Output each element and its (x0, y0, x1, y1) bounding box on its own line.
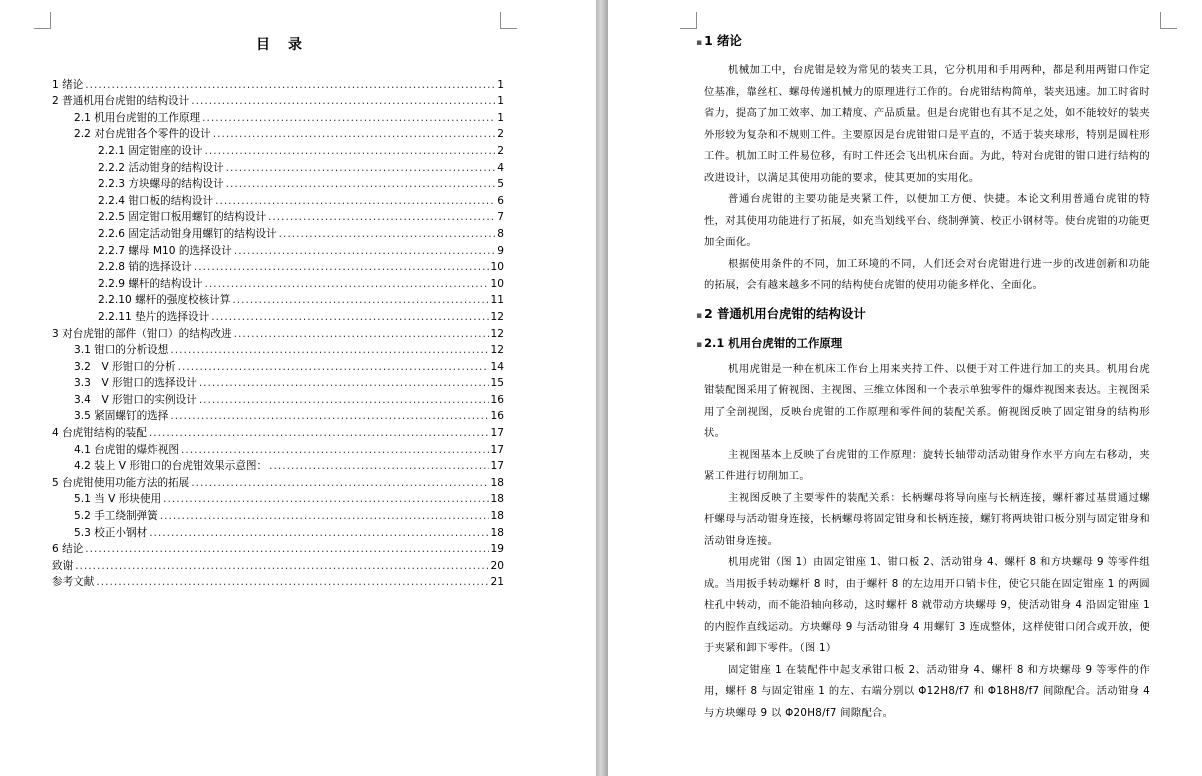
toc-leader-dots (199, 392, 489, 408)
toc-entry-title: 2.2.2 活动钳身的结构设计 (98, 161, 224, 174)
paragraph: 机械加工中，台虎钳是较为常见的装夹工具，它分机用和手用两种，都是利用两钳口作定位基准，靠丝杠、螺母传递机械力的原理进行工作的。台虎钳结构简单，装夹迅速。加工时省时省力，提高了加工效率、加工精度、产品质量。但是台虎钳也有其不足之处，如不能较好的装夹外形较为复杂和不规则工件。主要原因是台虎钳钳口是平直的，不适于装夹球形，特别是圆柱形工件。机加工时工件易位移，有时工件还会飞出机床台面。为此，特对台虎钳的钳口进行结构的改进设计，以满足其使用功能的要求，使其更加的实用化。 (704, 64, 1150, 184)
toc-leader-dots (194, 259, 489, 275)
toc-leader-dots (85, 541, 488, 557)
toc-entry[interactable] (52, 391, 504, 408)
toc-leader-dots (181, 442, 489, 458)
toc-leader-dots (96, 574, 488, 590)
toc-entry-title: 2.2.11 垫片的选择设计 (98, 310, 210, 323)
toc-entry-title: 2.2.1 固定钳座的设计 (98, 144, 203, 157)
toc-entry-page: 18 (490, 510, 504, 523)
toc-entry-title: 致谢 (52, 559, 74, 572)
toc-entry-page: 9 (497, 244, 504, 257)
toc-entry[interactable] (52, 507, 504, 524)
toc-entry-page: 12 (490, 327, 504, 340)
toc-leader-dots (211, 309, 488, 325)
toc-entry[interactable] (52, 574, 504, 591)
paragraph: 机用虎钳（图 1）由固定钳座 1、钳口板 2、活动钳身 4、螺杆 8 和方块螺母 9 等零件组成。当用扳手转动螺杆 8 时，由于螺杆 8 的左边用开口销卡住，使它只能在固定钳座 1 的两圆柱孔中转动，而不能沿轴向移动，这时螺杆 8 就带动方块螺母 9，使活动钳身 4 沿固定钳座 1 的内腔作直线运动。方块螺母 9 与活动钳身 4 用螺钉 3 连成整体，这样使钳口闭合或开放，便于夹紧和卸下零件。（图 1） (704, 556, 1150, 654)
toc-leader-dots (202, 110, 495, 126)
bullet-icon: ▪ (696, 38, 703, 48)
toc-entry[interactable] (52, 541, 504, 558)
toc-leader-dots (215, 193, 495, 209)
toc-entry[interactable] (52, 441, 504, 458)
toc-entry-title: 2.2.8 销的选择设计 (98, 261, 192, 274)
toc-entry[interactable] (52, 93, 504, 110)
toc-entry-title: 5.2 手工绕制弹簧 (74, 510, 158, 523)
toc-entry[interactable] (52, 159, 504, 176)
toc-leader-dots (170, 342, 488, 358)
paragraph: 主视图反映了主要零件的装配关系：长柄螺母将导向座与长柄连接，螺杆審过基贯通过螺杆螺母与活动钳身连接，长柄螺母将固定钳身和长柄连接，螺钉将两块钳口板分别与固定钳身和活动钳身连接。 (704, 491, 1150, 547)
toc-entry[interactable] (52, 358, 504, 375)
toc-entry-title: 2.2.5 固定钳口板用螺钉的结构设计 (98, 211, 267, 224)
toc-entry-title: 3.4 V 形钳口的实例设计 (74, 393, 197, 406)
toc-leader-dots (160, 508, 489, 524)
toc-entry-page: 12 (490, 344, 504, 357)
toc-entry-title: 3.1 钳口的分析设想 (74, 344, 169, 357)
toc-entry-title: 2.2 对台虎钳各个零件的设计 (74, 128, 211, 141)
toc-entry-title: 参考文献 (52, 576, 95, 589)
toc-entry-page: 2 (497, 128, 504, 141)
toc-entry-page: 18 (490, 493, 504, 506)
toc-entry-page: 11 (490, 294, 504, 307)
heading-intro-text: 1 绪论 (704, 33, 742, 48)
toc-entry-title: 2.1 机用台虎钳的工作原理 (74, 111, 201, 124)
toc-entry-title: 6 结论 (52, 543, 84, 556)
toc-entry[interactable] (52, 524, 504, 541)
toc-entry-title: 2.2.3 方块螺母的结构设计 (98, 178, 224, 191)
toc-entry-page: 20 (490, 559, 504, 572)
bullet-icon: ▪ (696, 339, 703, 350)
toc-entry-page: 12 (490, 310, 504, 323)
toc-entry-page: 7 (497, 211, 504, 224)
toc-leader-dots (213, 126, 496, 142)
toc-entry-title: 2.2.7 螺母 M10 的选择设计 (98, 244, 232, 257)
toc-entry-page: 16 (490, 393, 504, 406)
toc-entry[interactable] (52, 259, 504, 276)
toc-leader-dots (226, 176, 496, 192)
toc-leader-dots (234, 243, 495, 259)
toc-leader-dots (204, 276, 488, 292)
toc-entry-page: 17 (490, 460, 504, 473)
toc-entry[interactable] (52, 109, 504, 126)
toc-leader-dots (191, 93, 495, 109)
toc-entry[interactable] (52, 209, 504, 226)
toc-leader-dots (191, 475, 488, 491)
toc-entry[interactable] (52, 76, 504, 93)
toc-leader-dots (232, 292, 488, 308)
toc-leader-dots (268, 209, 495, 225)
toc-entry[interactable] (52, 325, 504, 342)
toc-page (0, 0, 596, 776)
toc-entry[interactable] (52, 275, 504, 292)
toc-leader-dots (279, 226, 496, 242)
toc-entry-title: 2.2.10 螺杆的强度校核计算 (98, 294, 231, 307)
toc-title: 目 录 (256, 37, 304, 53)
paragraph: 普通台虎钳的主要功能是夹紧工件，以便加工方便、快捷。本论文利用普通台虎钳的特性，对其使用功能进行了拓展，如充当划线平台、绕制弹簧、校正小钢材等。使台虎钳的功能更加全面化。 (704, 193, 1150, 248)
toc-entry-title: 3.3 V 形钳口的选择设计 (74, 377, 197, 390)
toc-entry-page: 10 (490, 261, 504, 274)
toc-entry-page: 15 (490, 377, 504, 390)
toc-entry-page: 6 (497, 194, 504, 207)
page-gutter (596, 0, 608, 776)
page-corner-mark (680, 12, 697, 29)
toc-entry[interactable] (52, 126, 504, 143)
toc-entry[interactable] (52, 242, 504, 259)
toc-entry[interactable] (52, 458, 504, 475)
heading-principle-text: 2.1 机用台虎钳的工作原理 (704, 335, 843, 350)
toc-leader-dots (226, 160, 496, 176)
toc-entry[interactable] (52, 292, 504, 309)
toc-leader-dots (149, 525, 488, 541)
heading-intro (696, 30, 1150, 52)
toc-leader-dots (269, 458, 488, 474)
toc-entry[interactable] (52, 308, 504, 325)
toc-entry-page: 18 (490, 526, 504, 539)
toc-entry[interactable] (52, 474, 504, 491)
toc-entry-title: 3 对台虎钳的部件（钳口）的结构改进 (52, 327, 232, 340)
toc-entry-title: 5 台虎钳使用功能方法的拓展 (52, 476, 190, 489)
toc-entry[interactable] (52, 408, 504, 425)
toc-entry[interactable] (52, 491, 504, 508)
toc-entry-page: 17 (490, 427, 504, 440)
page-corner-mark (1160, 12, 1177, 29)
toc-entry[interactable] (52, 375, 504, 392)
page-corner-mark (500, 12, 517, 29)
toc-entry-page: 14 (490, 360, 504, 373)
toc-leader-dots (149, 425, 489, 441)
toc-entry-page: 1 (497, 111, 504, 124)
toc-entry-page: 21 (490, 576, 504, 589)
toc-entry[interactable] (52, 225, 504, 242)
toc-entry[interactable] (52, 342, 504, 359)
heading-design (696, 303, 1150, 325)
toc-entry[interactable] (52, 192, 504, 209)
toc-entry-page: 1 (497, 78, 504, 91)
toc-leader-dots (204, 143, 495, 159)
page-corner-mark (34, 12, 51, 29)
toc-entry-page: 5 (497, 178, 504, 191)
toc-entry-page: 17 (490, 443, 504, 456)
toc-leader-dots (199, 375, 489, 391)
toc-entry-page: 4 (497, 161, 504, 174)
toc-entry-page: 2 (497, 144, 504, 157)
toc-entry-title: 2.2.4 钳口板的结构设计 (98, 194, 214, 207)
toc-entry-title: 2.2.9 螺杆的结构设计 (98, 277, 203, 290)
toc-entry-title: 4.1 台虎钳的爆炸视图 (74, 443, 179, 456)
toc-entry[interactable] (52, 142, 504, 159)
heading-design-text: 2 普通机用台虎钳的结构设计 (704, 305, 866, 321)
heading-principle (696, 333, 1150, 353)
toc-entry-page: 10 (490, 277, 504, 290)
toc-list (52, 76, 504, 590)
toc-entry-title: 5.3 校正小钢材 (74, 526, 148, 539)
toc-entry[interactable] (52, 424, 504, 441)
toc-entry[interactable] (52, 176, 504, 193)
toc-entry-title: 5.1 当 V 形块使用 (74, 493, 162, 506)
paragraph: 固定钳座 1 在装配件中起支承钳口板 2、活动钳身 4、螺杆 8 和方块螺母 9 等零件的作用，螺杆 8 与固定钳座 1 的左、右端分别以 Φ12H8/f7 和 Φ18H8/f7 间隙配合。活动钳身 4 与方块螺母 9 以 Φ20H8/f7 间隙配合。 (704, 663, 1150, 719)
toc-entry-page: 19 (490, 543, 504, 556)
bullet-icon: ▪ (696, 310, 703, 321)
toc-leader-dots (85, 77, 495, 93)
toc-entry-title: 3.2 V 形钳口的分析 (74, 360, 176, 373)
body-text (696, 30, 1150, 724)
toc-entry[interactable] (52, 557, 504, 574)
toc-leader-dots (163, 491, 488, 507)
toc-entry-page: 1 (497, 95, 504, 108)
toc-entry-title: 2 普通机用台虎钳的结构设计 (52, 95, 190, 108)
toc-entry-title: 4.2 装上 V 形钳口的台虎钳效果示意图： (74, 460, 268, 473)
toc-leader-dots (234, 326, 489, 342)
toc-entry-page: 18 (490, 476, 504, 489)
toc-leader-dots (178, 359, 489, 375)
paragraph: 主视图基本上反映了台虎钳的工作原理：旋转长轴带动活动钳身作水平方向左右移动，夹紧工件进行切削加工。 (704, 448, 1150, 482)
paragraph: 机用虎钳是一种在机床工作台上用来夹持工件、以便于对工件进行加工的夹具。机用台虎钳装配图采用了俯视图、主视图、三维立体图和一个表示单独零件的爆炸视图来表达。主视图采用了全剖视图，反映台虎钳的工作原理和零件间的装配关系。俯视图反映了固定钳身的结构形状。 (704, 362, 1150, 439)
body-page (608, 0, 1202, 776)
paragraph: 根据使用条件的不同，加工环境的不同，人们还会对台虎钳进行进一步的改进创新和功能的拓展，会有越来越多不同的结构使台虎钳的使用功能多样化、全面化。 (704, 257, 1150, 291)
toc-entry-page: 8 (497, 227, 504, 240)
toc-leader-dots (170, 408, 488, 424)
toc-entry-title: 2.2.6 固定活动钳身用螺钉的结构设计 (98, 227, 277, 240)
toc-entry-title: 3.5 紧固螺钉的选择 (74, 410, 169, 423)
toc-entry-title: 4 台虎钳结构的装配 (52, 427, 147, 440)
toc-entry-page: 16 (490, 410, 504, 423)
toc-entry-title: 1 绪论 (52, 78, 84, 91)
toc-leader-dots (75, 558, 488, 574)
